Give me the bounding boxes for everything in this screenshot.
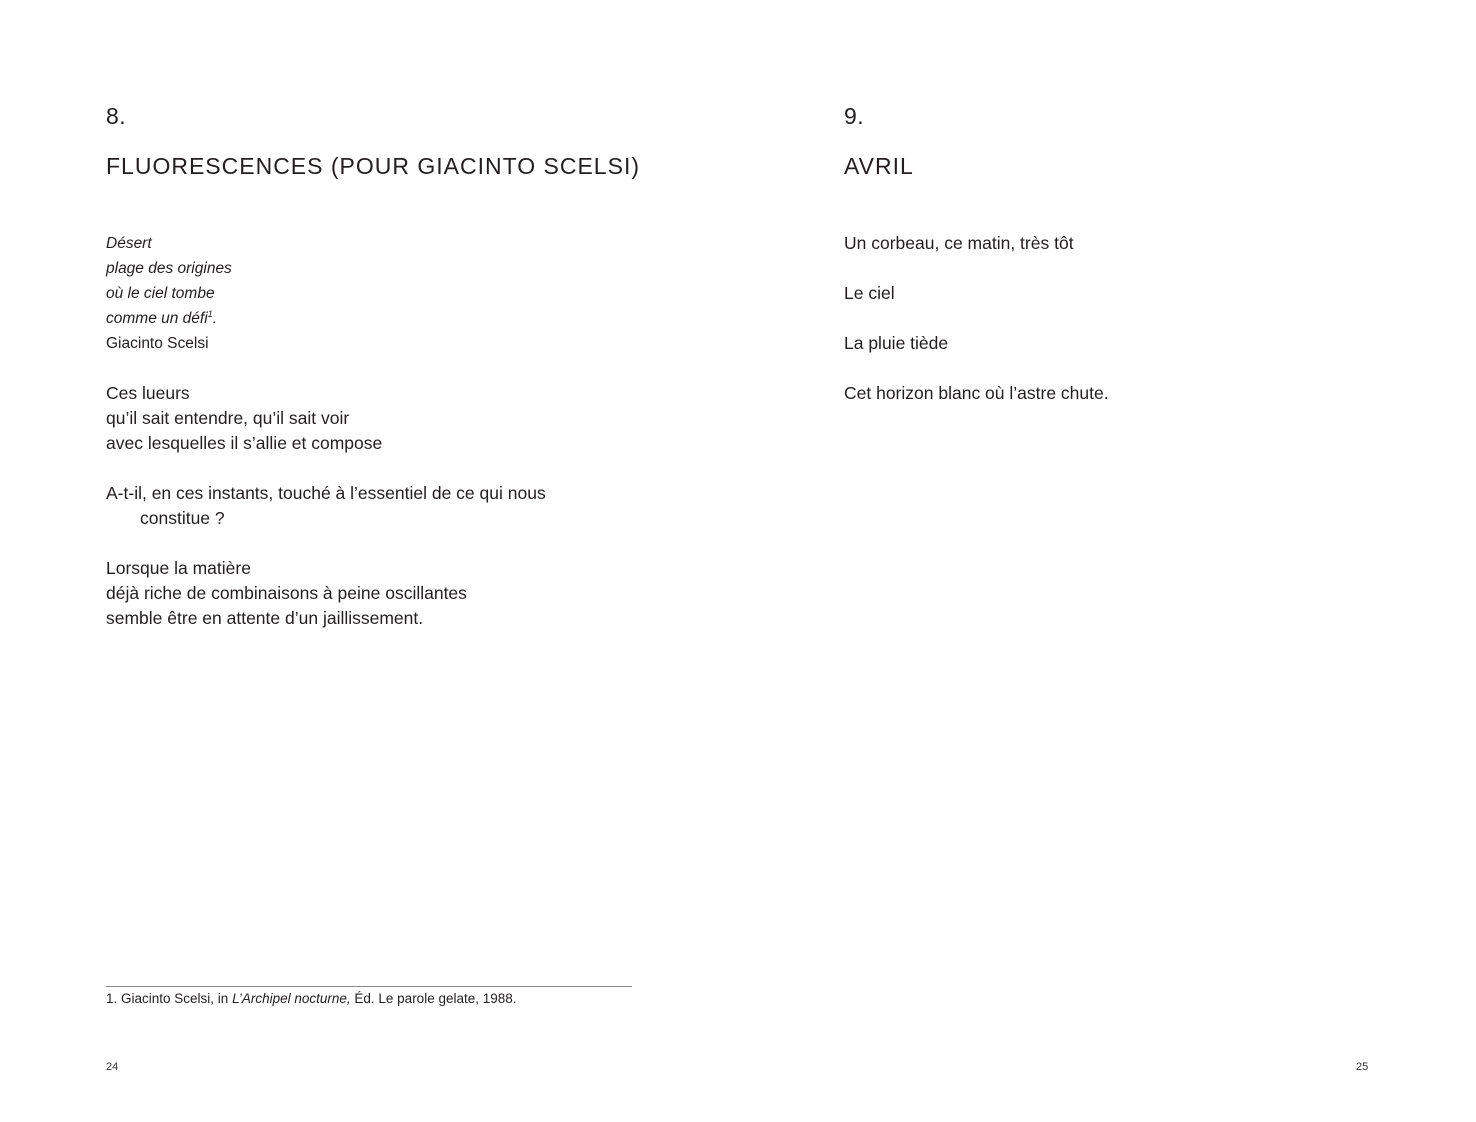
verse-line: Le ciel: [844, 283, 895, 303]
page-number: 25: [1356, 1061, 1369, 1073]
verse-line-continued: constitue ?: [140, 508, 225, 528]
poem-line-3: [844, 331, 948, 356]
footnote-suffix: Éd. Le parole gelate, 1988.: [350, 991, 517, 1006]
verse-line: qu’il sait entendre, qu’il sait voir: [106, 408, 350, 428]
poem-line-1: [844, 231, 1074, 256]
epigraph-line: Désert: [106, 235, 152, 252]
poem-line-2: [844, 281, 895, 306]
verse-line: Un corbeau, ce matin, très tôt: [844, 233, 1074, 253]
poem-number: 9.: [844, 103, 865, 129]
footnote-work-title: L’Archipel nocturne,: [232, 991, 351, 1006]
stanza-3: [106, 556, 467, 631]
poem-line-4: [844, 381, 1109, 406]
poem-title: FLUORESCENCES (POUR GIACINTO SCELSI): [106, 153, 640, 179]
footnote-ref: 1: [207, 309, 213, 319]
epigraph-line-text: comme un défi: [106, 310, 208, 327]
right-page: [738, 0, 1476, 1122]
verse-line: La pluie tiède: [844, 333, 949, 353]
epigraph-end-punct: .: [212, 310, 217, 327]
verse-line: déjà riche de combinaisons à peine oscillantes: [106, 583, 467, 603]
poem-number: 8.: [106, 103, 127, 129]
epigraph-author: Giacinto Scelsi: [106, 335, 209, 352]
epigraph-line-last: [106, 306, 232, 331]
poem-title: AVRIL: [844, 153, 914, 179]
stanza-1: [106, 381, 382, 456]
verse-line: Cet horizon blanc où l’astre chute.: [844, 383, 1109, 403]
footnote: [106, 987, 517, 1011]
page-number: 24: [106, 1061, 119, 1073]
verse-line: avec lesquelles il s’allie et compose: [106, 433, 383, 453]
epigraph-line: où le ciel tombe: [106, 285, 215, 302]
verse-line: Ces lueurs: [106, 383, 190, 403]
verse-line: Lorsque la matière: [106, 558, 251, 578]
stanza-2: [106, 481, 546, 531]
verse-line: A-t-il, en ces instants, touché à l’essentiel de ce qui nous: [106, 483, 546, 503]
epigraph: [106, 231, 232, 356]
footnote-prefix: 1. Giacinto Scelsi, in: [106, 991, 233, 1006]
verse-line: semble être en attente d’un jaillissement.: [106, 608, 424, 628]
epigraph-line: plage des origines: [106, 260, 232, 277]
